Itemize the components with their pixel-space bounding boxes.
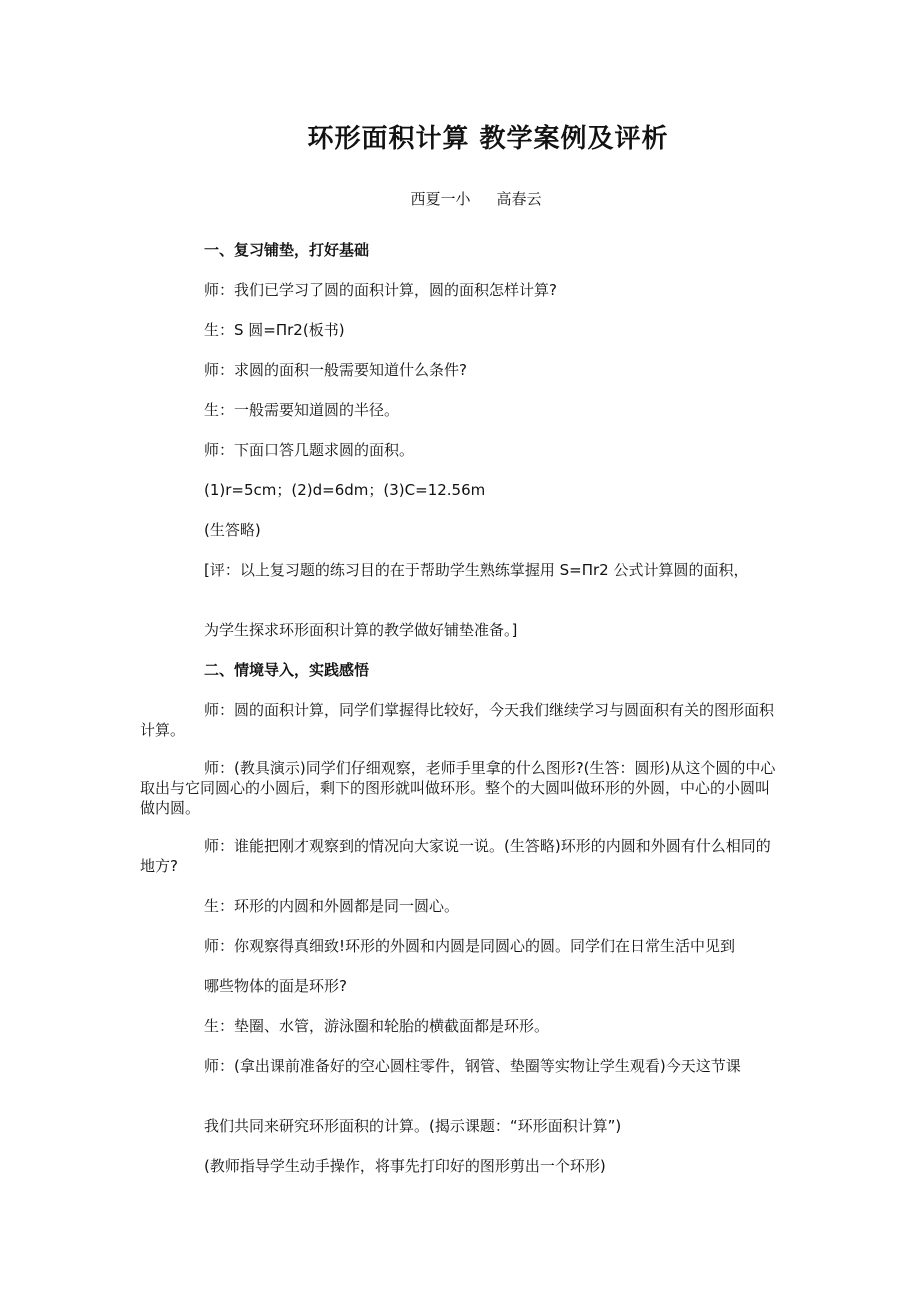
paragraph: 师：圆的面积计算，同学们掌握得比较好，今天我们继续学习与圆面积有关的图形面积计算。	[140, 701, 775, 739]
document-title: 环形面积计算 教学案例及评析	[307, 124, 669, 154]
dialogue-line: 生：环形的内圆和外圆都是同一圆心。	[204, 897, 460, 915]
author-school: 西夏一小	[410, 190, 471, 208]
dialogue-line: (生答略)	[204, 521, 261, 539]
dialogue-line: 生：一般需要知道圆的半径。	[204, 401, 400, 419]
section-heading-2: 二、情境导入，实践感悟	[204, 661, 370, 679]
comment-line: 为学生探求环形面积计算的教学做好铺垫准备。]	[204, 621, 518, 639]
paragraph: 师：谁能把刚才观察到的情况向大家说一说。(生答略)环形的内圆和外圆有什么相同的地方?	[140, 837, 771, 875]
exercise-line: (1)r=5cm；(2)d=6dm；(3)C=12.56m	[204, 481, 486, 499]
dialogue-line: 师：我们已学习了圆的面积计算，圆的面积怎样计算?	[204, 281, 557, 299]
author-line	[0, 188, 920, 209]
comment-line: [评：以上复习题的练习目的在于帮助学生熟练掌握用 S=Πr2 公式计算圆的面积，	[204, 561, 749, 579]
dialogue-line: 哪些物体的面是环形?	[204, 977, 347, 995]
paragraph: 师：(教具演示)同学们仔细观察，老师手里拿的什么图形?(生答：圆形)从这个圆的中心取出与它同圆心的小圆后，剩下的图形就叫做环形。整个的大圆叫做环形的外圆，中心的小圆叫做内圆。	[140, 759, 776, 817]
paragraph: 师：(拿出课前准备好的空心圆柱零件，钢管、垫圈等实物让学生观看)今天这节课	[204, 1057, 741, 1075]
dialogue-line: 师：求圆的面积一般需要知道什么条件?	[204, 361, 467, 379]
dialogue-line: 师：你观察得真细致!环形的外圆和内圆是同圆心的圆。同学们在日常生活中见到	[204, 937, 736, 955]
author-name: 高春云	[496, 190, 542, 208]
dialogue-line: (教师指导学生动手操作，将事先打印好的图形剪出一个环形)	[204, 1157, 606, 1175]
dialogue-line: 生：S 圆=Πr2(板书)	[204, 321, 345, 339]
dialogue-line: 师：下面口答几题求圆的面积。	[204, 441, 415, 459]
section-heading-1: 一、复习铺垫，打好基础	[204, 241, 370, 259]
dialogue-line: 我们共同来研究环形面积的计算。(揭示课题：“环形面积计算”)	[204, 1117, 622, 1135]
dialogue-line: 生：垫圈、水管，游泳圈和轮胎的横截面都是环形。	[204, 1017, 550, 1035]
